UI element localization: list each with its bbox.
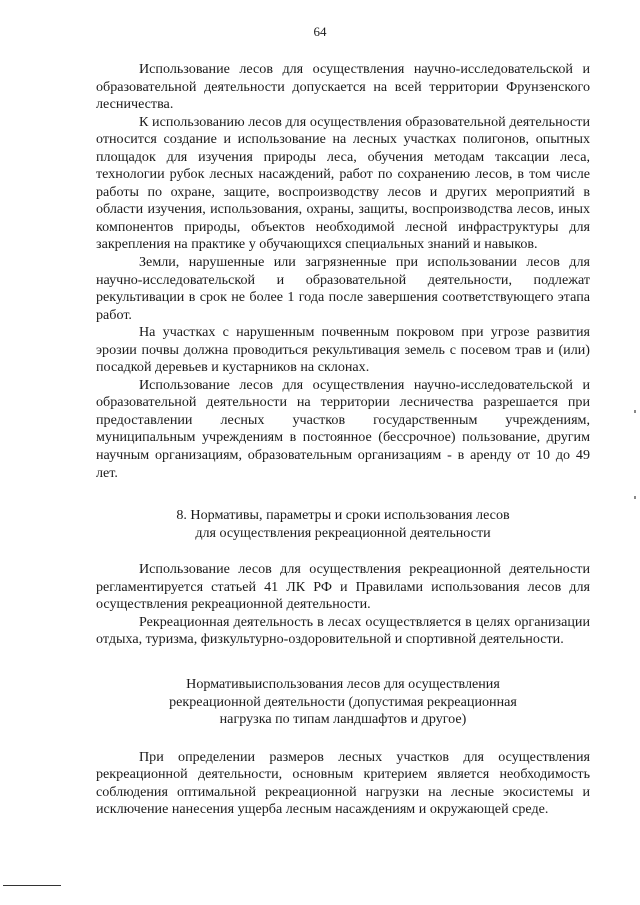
document-body (96, 61, 590, 819)
paragraph: К использованию лесов для осуществления образовательной деятельности относится создание и использование на лесных участках полигонов, опытных площадок для изучения природы леса, обучения методам таксации леса, технологии рубок лесных насаждений, работ по сохранению лесов, в том числе работы по охране, защите, воспроизводству лесов и других мероприятий в области изучения, использования, охраны, защиты, воспроизводства лесов, иных компонентов природы, объектов необходимой лесной инфраструктуры для закрепления на практике у обучающихся специальных знаний и навыков. (96, 113, 590, 253)
heading-line: для осуществления рекреационной деятельности (195, 524, 491, 541)
paragraph: Земли, нарушенные или загрязненные при использовании лесов для научно-исследовательской и образовательной деятельности, подлежат рекультивации в срок не более 1 года после завершения соответствующего этапа работ. (96, 254, 590, 323)
scan-mark (634, 496, 636, 499)
heading-line: рекреационной деятельности (допустимая рекреационная (169, 693, 517, 710)
paragraph: Рекреационная деятельность в лесах осуществляется в целях организации отдыха, туризма, физкультурно-оздоровительной и спортивной деятельности. (96, 613, 590, 648)
section-8-body (96, 561, 590, 649)
scan-mark (634, 410, 636, 413)
norms-body (96, 749, 590, 819)
heading-line: нагрузка по типам ландшафтов и другое) (219, 711, 467, 728)
paragraph: Использование лесов для осуществления научно-исследовательской и образовательной деятельности на территории лесничества разрешается при предоставлении лесных участков государственным учреждениям, муниципальным учреждениям в постоянное (бессрочное) пользование, другим научным организациям, образовательным организациям - в аренду от 10 до 49 лет. (96, 376, 590, 481)
footnote-separator (3, 885, 61, 886)
paragraph: Использование лесов для осуществления рекреационной деятельности регламентируется статьей 41 ЛК РФ и Правилами использования лесов для осуществления рекреационной деятельности. (96, 561, 590, 613)
heading-line: Нормативыиспользования лесов для осуществления (186, 675, 500, 692)
paragraph: Использование лесов для осуществления научно-исследовательской и образовательной деятельности допускается на всей территории Фрунзенского лесничества. (96, 61, 590, 113)
paragraph: На участках с нарушенным почвенным покровом при угрозе развития эрозии почвы должна проводиться рекультивация земель с посевом трав и (или) посадкой деревьев и кустарников на склонах. (96, 324, 590, 376)
heading-line: 8. Нормативы, параметры и сроки использования лесов (176, 507, 510, 524)
page-number: 64 (313, 24, 327, 39)
section-research-education (96, 61, 590, 482)
norms-heading (96, 676, 590, 729)
section-8-heading (96, 507, 590, 542)
paragraph: При определении размеров лесных участков для осуществления рекреационной деятельности, основным критерием является необходимость соблюдения оптимальной рекреационной нагрузки на лесные экосистемы и исключение нанесения ущерба лесным насаждениям и окружающей среде. (96, 748, 590, 818)
